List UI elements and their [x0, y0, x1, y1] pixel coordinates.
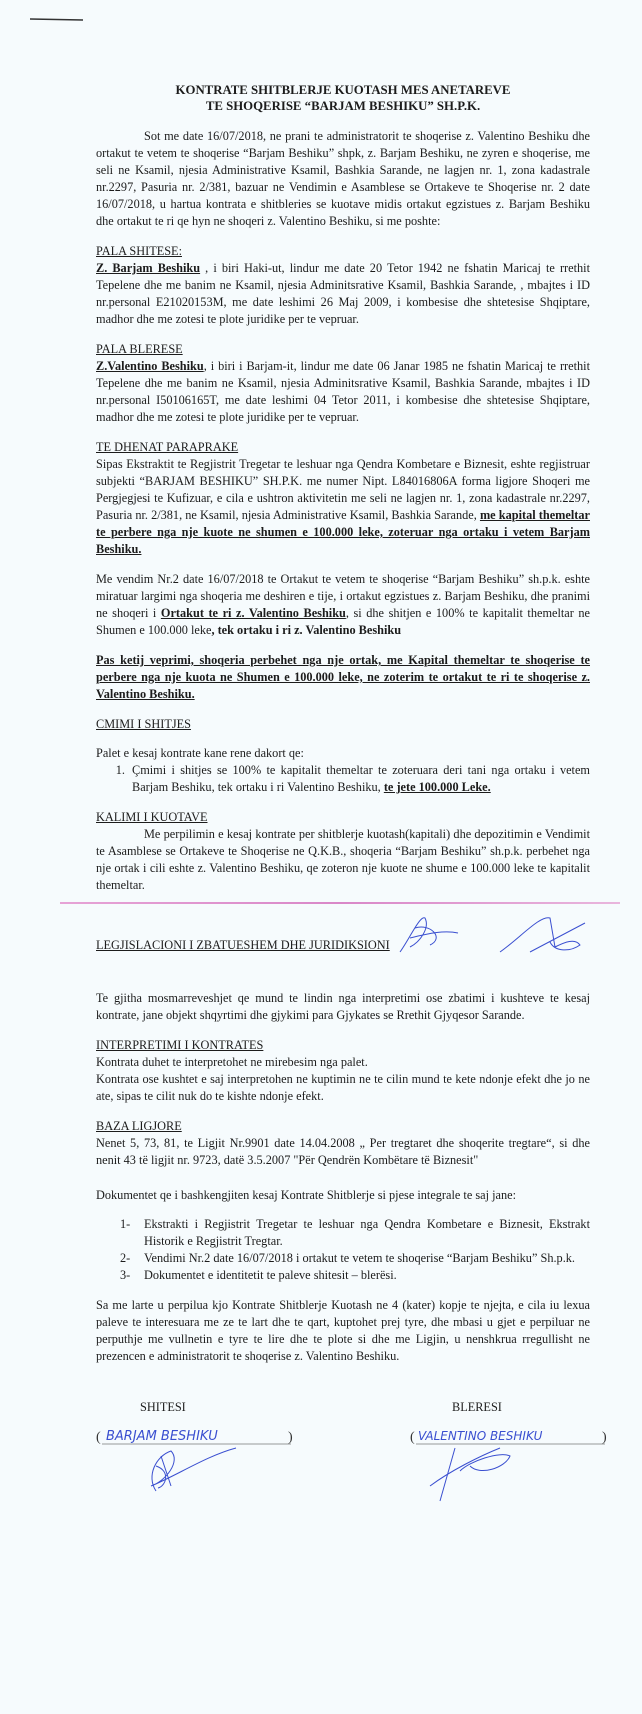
scan-page-boundary: [60, 902, 620, 904]
svg-text:(: (: [96, 1430, 101, 1445]
transfer-text: Me perpilimin e kesaj kontrate per shitblerje kuotash(kapitali) dhe depozitimin e Vendimit te Asamblese se Ortakeve te Shoqerise ne Q.K.B., shoqeria “Barjam Beshiku” sh.p.k. perbehet nga nje ortak i cili eshte z. Valentino Beshiku, qe zoteron nje kuote ne shume e 100.000 leke te kapitalit themeltar.: [96, 827, 590, 892]
attachments-section: [96, 1187, 590, 1284]
seller-signature-label: SHITESI: [140, 1400, 186, 1414]
price-section: [96, 716, 590, 796]
attachment-number: 1-: [120, 1217, 131, 1231]
buyer-name: Z.Valentino Beshiku: [96, 359, 204, 373]
legal-basis-text: Nenet 5, 73, 81, te Ligjit Nr.9901 date 14.04.2008 „ Per tregtaret dhe shoqerite tregtare“, si dhe nenit 43 të ligjit nr. 9723, datë 3.5.2007 "Për Qendrën Kombëtare të Biznesit": [96, 1136, 590, 1167]
seller-details: , i biri Haki-ut, lindur me date 20 Tetor 1942 ne fshatin Maricaj te rrethit Tepelene dhe me banim ne Ksamil, njesia Adminitsrative Ksamil, Bashkia Sarande, , mbajtes i ID nr.personal E21020153M, me date leshimi 26 Maj 2009, i kombesise dhe shtetesise Shqiptare, madhor dhe me zotesi te plote juridike per te vepruar.: [96, 261, 590, 326]
buyer-heading: PALA BLERESE: [96, 342, 183, 356]
initials-signatures: [390, 910, 590, 954]
legislation-heading: [96, 910, 590, 954]
jurisdiction-paragraph: Te gjitha mosmarreveshjet qe mund te lindin nga interpretimi ose zbatimi i kushteve te kesaj kontrate, jane objekt shqyrtimi dhe gjykimi para Gjykates se Rrethit Gjyqesor Sarande.: [96, 991, 590, 1022]
svg-text:(: (: [410, 1430, 415, 1445]
price-item-text: Çmimi i shitjes se 100% te kapitalit themeltar te zoteruara deri tani nga ortaku i vetem Barjam Beshiku, tek ortaku i ri Valentino Beshiku,: [132, 763, 590, 794]
price-amount: te jete 100.000 Leke.: [383, 780, 491, 794]
attachment-item: [120, 1267, 590, 1284]
attachment-number: 3-: [120, 1268, 131, 1282]
interpretation-section: [96, 1037, 590, 1105]
attachments-intro: Dokumentet qe i bashkengjiten kesaj Kontrate Shitblerje si pjese integrale te saj jane:: [96, 1188, 517, 1202]
buyer-details: , i biri i Barjam-it, lindur me date 06 Janar 1985 ne fshatin Maricaj te rrethit Tepelene dhe me banim ne Ksamil, njesia Adminitsrative Ksamil, Bashkia Sarande, mbajtes i ID nr.personal I50106165T, me date leshimi 04 Tetor 2011, i kombesise dhe shtetesise Shqiptare, madhor dhe me zotesi te plote juridike per te vepruar.: [96, 359, 590, 424]
attachment-item: [120, 1250, 590, 1267]
legislation-heading-text: LEGJISLACIONI I ZBATUESHEM DHE JURIDIKSIONI: [96, 938, 390, 952]
buyer-handwritten-name: VALENTINO BESHIKU: [418, 1429, 543, 1443]
seller-heading: PALA SHITESE:: [96, 244, 182, 258]
attachment-text: Ekstrakti i Regjistrit Tregetar te leshuar nga Qendra Kombetare e Biznesit, Ekstrakt Historik e Regjistrit Tregtar.: [144, 1217, 590, 1248]
seller-signature: [96, 1416, 306, 1496]
price-intro: Palet e kesaj kontrate kane rene dakort qe:: [96, 746, 304, 760]
price-item: [128, 762, 590, 796]
seller-signature-block: [96, 1399, 306, 1510]
document-title: [66, 82, 620, 114]
attachment-number: 2-: [120, 1251, 131, 1265]
legal-basis-heading: BAZA LIGJORE: [96, 1119, 182, 1133]
seller-handwritten-name: BARJAM BESHIKU: [106, 1429, 218, 1444]
buyer-signature: [410, 1416, 620, 1506]
title-line-2: TE SHOQERISE “BARJAM BESHIKU” SH.P.K.: [205, 99, 481, 113]
decision-text: Me vendim Nr.2 date 16/07/2018 te Ortakut te vetem te shoqerise “Barjam Beshiku” sh.p.k. eshte miratuar largimi nga shoqeria me deshiren e tije, i ortakut egzistues z. Barjam Beshiku, dhe pranimi ne shoqeri i: [96, 572, 590, 620]
interpretation-line-1: Kontrata duhet te interpretohet ne mirebesim nga palet.: [96, 1055, 368, 1069]
buyer-section: [96, 341, 590, 426]
seller-section: [96, 243, 590, 328]
preliminary-text: Sipas Ekstraktit te Regjistrit Tregetar te leshuar nga Qendra Kombetare e Biznesit, eshte regjistruar subjekti “BARJAM BESHIKU” SH.P.K. me numer Nipt. L84016806A forma ligjore Shoqeri me Pergjegjesi te Kufizuar, e cila e ushtron aktivitetin me seli ne lagjen nr. 1, zona kadastrale nr.2297, Pasuria nr. 2/381, ne Ksamil, njesia Administrative Ksamil, Bashkia Sarande,: [96, 457, 590, 522]
attachment-item: [120, 1216, 590, 1250]
preliminary-section: [96, 439, 590, 558]
price-heading: CMIMI I SHITJES: [96, 717, 191, 731]
preliminary-capital: me kapital themeltar te perbere nga nje kuote ne shumen e 100.000 leke, zoteruar nga ortaku i vetem Barjam Beshiku.: [96, 508, 590, 556]
title-line-1: KONTRATE SHITBLERJE KUOTASH MES ANETAREVE: [175, 83, 511, 97]
attachment-text: Vendimi Nr.2 date 16/07/2018 i ortakut te vetem te shoqerise “Barjam Beshiku” Sh.p.k.: [144, 1251, 575, 1265]
transfer-section: [96, 809, 590, 894]
interpretation-heading: INTERPRETIMI I KONTRATES: [96, 1038, 264, 1052]
decision-text-2: , si dhe shitjen e 100% te kapitalit themeltar ne Shumen e 100.000 leke: [96, 606, 591, 637]
buyer-signature-block: [410, 1399, 620, 1510]
buyer-signature-label: BLERESI: [452, 1400, 502, 1414]
decision-paragraph: [96, 571, 590, 639]
intro-paragraph: Sot me date 16/07/2018, ne prani te administratorit te shoqerise z. Valentino Beshiku dhe ortakut te vetem te shoqerise “Barjam Beshiku” shpk, z. Barjam Beshiku, ne zyren e shoqerise, me seli ne Ksamil, njesia Administrative Ksamil, Bashkia Sarande, ne lagjen nr. 1, zona kadastrale nr.2297, Pasuria nr. 2/381, bazuar ne Vendimin e Asamblese se Ortakeve te Shoqerise nr. 2 date 16/07/2018, u hartua kontrata e shitbleries se kuotave midis ortakut egzistues z. Barjam Beshiku dhe ortakut te ri qe hyn ne shoqeri z. Valentino Beshiku, si me poshte:: [96, 129, 590, 228]
preliminary-heading: TE DHENAT PARAPRAKE: [96, 440, 239, 454]
svg-text:): ): [288, 1430, 293, 1445]
closing-paragraph: Sa me larte u perpilua kjo Kontrate Shitblerje Kuotash ne 4 (kater) kopje te njejta, e cila iu lexua paleve te interesuara me ze te lart dhe te qart, kuptohet prej tyre, dhe mbasi u gjet e perpiluar ne perputhje me vullnetin e tyre te lire dhe te plote si dhe me Ligjin, u nenshkrua rregullisht ne prezencen e administratorit te shoqerise z. Valentino Beshiku.: [96, 1298, 590, 1363]
transfer-heading: KALIMI I KUOTAVE: [96, 810, 208, 824]
attachment-text: Dokumentet e identitetit te paleve shitesit – blerësi.: [144, 1268, 397, 1282]
result-paragraph: Pas ketij veprimi, shoqeria perbehet nga nje ortak, me Kapital themeltar te shoqerise te perbere nga nje kuota ne Shumen e 100.000 leke, ne zoterim te ortakut te ri te shoqerise z. Valentino Beshiku.: [96, 653, 590, 701]
svg-text:): ): [602, 1430, 607, 1445]
signature-block: [96, 1399, 607, 1510]
legal-basis-section: [96, 1118, 590, 1169]
seller-name: Z. Barjam Beshiku: [96, 261, 201, 275]
decision-bold-2: , tek ortaku i ri z. Valentino Beshiku: [211, 623, 402, 637]
interpretation-line-2: Kontrata ose kushtet e saj interpretohen ne kuptimin ne te cilin mund te kete ndonje efekt dhe jo ne ate, sipas te cilit nuk do te kishte ndonje efekt.: [96, 1072, 590, 1103]
decision-new-partner: Ortakut te ri z. Valentino Beshiku: [160, 606, 346, 620]
